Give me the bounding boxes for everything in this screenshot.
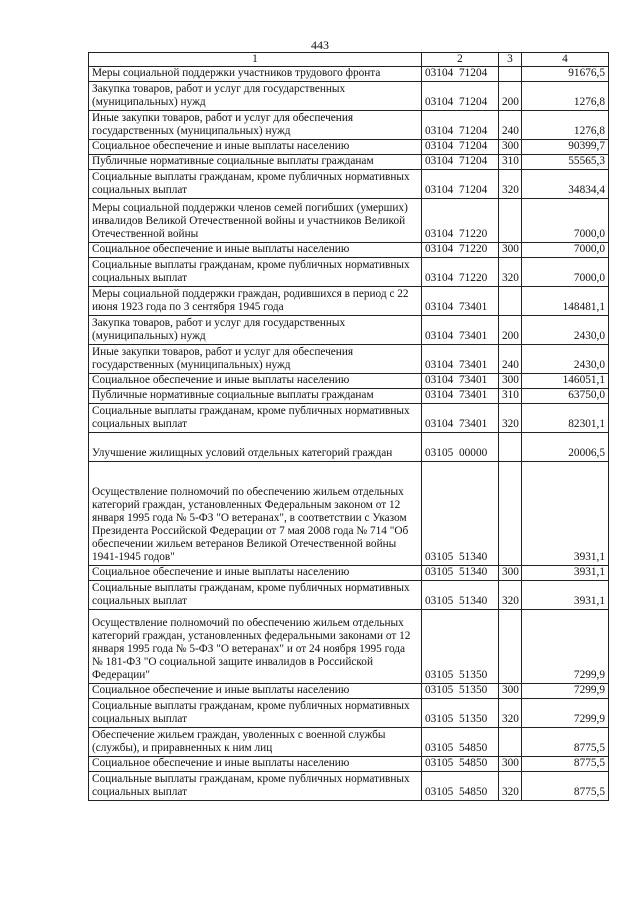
row-amount: 7299,9 xyxy=(522,698,609,727)
row-name: Социальные выплаты гражданам, кроме публичных нормативных социальных выплат xyxy=(89,257,422,286)
row-amount: 63750,0 xyxy=(522,388,609,403)
table-row xyxy=(89,432,609,461)
row-code-section: 03104 xyxy=(425,154,454,167)
row-name: Закупка товаров, работ и услуг для государственных (муниципальных) нужд xyxy=(89,315,422,344)
table-row xyxy=(89,344,609,373)
row-expense-type xyxy=(499,432,522,461)
row-code xyxy=(422,139,499,154)
row-code-section: 03104 xyxy=(425,183,454,196)
row-amount: 34834,4 xyxy=(522,169,609,198)
row-code-section: 03105 xyxy=(425,785,454,798)
row-name: Социальное обеспечение и иные выплаты населению xyxy=(89,756,422,771)
row-code-item: 51350 xyxy=(459,668,488,681)
row-code-section: 03105 xyxy=(425,756,454,769)
row-name: Социальное обеспечение и иные выплаты населению xyxy=(89,139,422,154)
row-code-section: 03105 xyxy=(425,668,454,681)
row-name: Социальное обеспечение и иные выплаты населению xyxy=(89,565,422,580)
row-name: Публичные нормативные социальные выплаты гражданам xyxy=(89,154,422,169)
row-code-section: 03105 xyxy=(425,741,454,754)
row-amount: 3931,1 xyxy=(522,565,609,580)
row-amount: 146051,1 xyxy=(522,373,609,388)
row-name: Социальное обеспечение и иные выплаты населению xyxy=(89,683,422,698)
row-code-item: 54850 xyxy=(459,756,488,769)
row-code-item: 71220 xyxy=(459,271,488,284)
row-name: Социальные выплаты гражданам, кроме публичных нормативных социальных выплат xyxy=(89,580,422,609)
row-code-item: 71204 xyxy=(459,96,488,108)
table-row xyxy=(89,771,609,800)
row-code xyxy=(422,315,499,344)
budget-table xyxy=(88,52,609,801)
row-code-item: 71204 xyxy=(459,154,488,167)
row-expense-type: 320 xyxy=(499,771,522,800)
row-code xyxy=(422,609,499,683)
table-row xyxy=(89,461,609,565)
column-header-name: 1 xyxy=(89,53,422,67)
row-code-item: 73401 xyxy=(459,329,488,342)
row-code-section: 03104 xyxy=(425,417,454,430)
row-amount: 2430,0 xyxy=(522,315,609,344)
row-code xyxy=(422,683,499,698)
row-expense-type xyxy=(499,67,522,82)
row-code xyxy=(422,727,499,756)
row-code-section: 03104 xyxy=(425,96,454,108)
row-expense-type: 300 xyxy=(499,683,522,698)
row-amount: 8775,5 xyxy=(522,727,609,756)
row-code-item: 71220 xyxy=(459,242,488,255)
row-code xyxy=(422,286,499,315)
row-name: Иные закупки товаров, работ и услуг для обеспечения государственных (муниципальных) нужд xyxy=(89,344,422,373)
table-row xyxy=(89,198,609,242)
row-expense-type xyxy=(499,286,522,315)
row-name: Иные закупки товаров, работ и услуг для обеспечения государственных (муниципальных) нужд xyxy=(89,110,422,139)
row-code-item: 51340 xyxy=(459,550,488,563)
table-row xyxy=(89,242,609,257)
column-header-expense-type: 3 xyxy=(499,53,522,67)
table-row xyxy=(89,609,609,683)
row-code-section: 03104 xyxy=(425,388,454,401)
row-code xyxy=(422,154,499,169)
row-name: Социальные выплаты гражданам, кроме публичных нормативных социальных выплат xyxy=(89,698,422,727)
row-name: Меры социальной поддержки членов семей погибших (умерших) инвалидов Великой Отечественной войны и участников Великой Отечественной войны xyxy=(89,198,422,242)
row-amount: 82301,1 xyxy=(522,403,609,432)
row-code xyxy=(422,698,499,727)
row-expense-type xyxy=(499,609,522,683)
row-name: Социальное обеспечение и иные выплаты населению xyxy=(89,242,422,257)
row-amount: 7299,9 xyxy=(522,609,609,683)
row-code xyxy=(422,756,499,771)
row-code-section: 03104 xyxy=(425,227,454,240)
row-amount: 20006,5 xyxy=(522,432,609,461)
row-name: Социальные выплаты гражданам, кроме публичных нормативных социальных выплат xyxy=(89,403,422,432)
row-amount: 8775,5 xyxy=(522,756,609,771)
row-code xyxy=(422,81,499,110)
row-code-section: 03104 xyxy=(425,271,454,284)
row-name: Осуществление полномочий по обеспечению жильем отдельных категорий граждан, установленных Федеральным законом от 12 января 1995 года № 5-ФЗ "О ветеранах", в соответствии с Указом Президента Российской Федерации от 7 мая 2008 года № 714 "Об обеспечении жильем ветеранов Великой Отечественной войны 1941-1945 годов" xyxy=(89,461,422,565)
table-row xyxy=(89,388,609,403)
row-code-item: 00000 xyxy=(459,446,488,459)
row-expense-type: 300 xyxy=(499,756,522,771)
row-code xyxy=(422,198,499,242)
row-amount: 55565,3 xyxy=(522,154,609,169)
row-expense-type: 310 xyxy=(499,154,522,169)
table-row xyxy=(89,683,609,698)
row-code-section: 03105 xyxy=(425,683,454,696)
row-code xyxy=(422,169,499,198)
row-code-item: 51350 xyxy=(459,683,488,696)
row-code-section: 03104 xyxy=(425,358,454,371)
row-code-section: 03105 xyxy=(425,712,454,725)
row-expense-type: 300 xyxy=(499,565,522,580)
row-name: Осуществление полномочий по обеспечению жильем отдельных категорий граждан, установленных федеральными законами от 12 января 1995 года № 5-ФЗ "О ветеранах" и от 24 ноября 1995 года № 181-ФЗ "О социальной защите инвалидов в Российской Федерации" xyxy=(89,609,422,683)
row-code xyxy=(422,565,499,580)
table-row xyxy=(89,565,609,580)
row-code-section: 03104 xyxy=(425,139,454,152)
row-expense-type: 320 xyxy=(499,403,522,432)
table-row xyxy=(89,81,609,110)
row-code-item: 73401 xyxy=(459,417,488,430)
row-code-item: 71204 xyxy=(459,139,488,152)
table-row xyxy=(89,756,609,771)
row-expense-type: 320 xyxy=(499,169,522,198)
row-code xyxy=(422,110,499,139)
row-amount: 3931,1 xyxy=(522,461,609,565)
row-code xyxy=(422,257,499,286)
table-row xyxy=(89,727,609,756)
table-row xyxy=(89,67,609,82)
table-row xyxy=(89,169,609,198)
row-expense-type: 240 xyxy=(499,110,522,139)
row-amount: 8775,5 xyxy=(522,771,609,800)
row-code xyxy=(422,771,499,800)
row-amount: 91676,5 xyxy=(522,67,609,82)
row-code-item: 51350 xyxy=(459,712,488,725)
table-row xyxy=(89,257,609,286)
row-code xyxy=(422,580,499,609)
row-name: Публичные нормативные социальные выплаты гражданам xyxy=(89,388,422,403)
column-header-code: 2 xyxy=(422,53,499,67)
row-expense-type: 200 xyxy=(499,81,522,110)
row-amount: 1276,8 xyxy=(522,110,609,139)
header-row xyxy=(89,53,609,67)
row-amount: 3931,1 xyxy=(522,580,609,609)
row-code xyxy=(422,432,499,461)
row-code xyxy=(422,403,499,432)
row-code xyxy=(422,461,499,565)
table-row xyxy=(89,580,609,609)
row-code-item: 71204 xyxy=(459,125,488,137)
row-code xyxy=(422,373,499,388)
row-code-section: 03104 xyxy=(425,329,454,342)
row-code-section: 03104 xyxy=(425,67,454,79)
row-expense-type: 300 xyxy=(499,242,522,257)
row-code-item: 73401 xyxy=(459,388,488,401)
table-row xyxy=(89,698,609,727)
row-expense-type: 320 xyxy=(499,698,522,727)
row-code-section: 03105 xyxy=(425,446,454,459)
row-code-section: 03104 xyxy=(425,242,454,255)
column-header-amount: 4 xyxy=(522,53,609,67)
row-code xyxy=(422,388,499,403)
row-amount: 7000,0 xyxy=(522,198,609,242)
row-expense-type: 310 xyxy=(499,388,522,403)
row-name: Меры социальной поддержки участников трудового фронта xyxy=(89,67,422,82)
row-code-item: 71204 xyxy=(459,67,488,79)
row-expense-type: 320 xyxy=(499,257,522,286)
row-code-item: 71204 xyxy=(459,183,488,196)
row-expense-type: 240 xyxy=(499,344,522,373)
table-row xyxy=(89,139,609,154)
row-code-item: 51340 xyxy=(459,565,488,578)
row-expense-type: 300 xyxy=(499,373,522,388)
row-code-item: 54850 xyxy=(459,785,488,798)
row-name: Улучшение жилищных условий отдельных категорий граждан xyxy=(89,432,422,461)
row-name: Социальные выплаты гражданам, кроме публичных нормативных социальных выплат xyxy=(89,771,422,800)
row-name: Меры социальной поддержки граждан, родившихся в период с 22 июня 1923 года по 3 сентября 1945 года xyxy=(89,286,422,315)
row-code xyxy=(422,67,499,82)
table-row xyxy=(89,110,609,139)
row-code-section: 03105 xyxy=(425,565,454,578)
row-code xyxy=(422,344,499,373)
row-code-section: 03104 xyxy=(425,300,454,313)
page-number: 443 xyxy=(311,38,329,52)
row-code-section: 03105 xyxy=(425,550,454,563)
table-row xyxy=(89,403,609,432)
row-code-item: 73401 xyxy=(459,300,488,313)
row-amount: 148481,1 xyxy=(522,286,609,315)
row-expense-type xyxy=(499,727,522,756)
row-code-section: 03104 xyxy=(425,373,454,386)
row-expense-type: 320 xyxy=(499,580,522,609)
row-name: Закупка товаров, работ и услуг для государственных (муниципальных) нужд xyxy=(89,81,422,110)
row-amount: 7000,0 xyxy=(522,257,609,286)
row-amount: 2430,0 xyxy=(522,344,609,373)
row-amount: 7000,0 xyxy=(522,242,609,257)
row-expense-type: 300 xyxy=(499,139,522,154)
row-amount: 7299,9 xyxy=(522,683,609,698)
row-code-section: 03105 xyxy=(425,594,454,607)
row-amount: 90399,7 xyxy=(522,139,609,154)
row-code-section: 03104 xyxy=(425,125,454,137)
row-code-item: 71220 xyxy=(459,227,488,240)
row-code-item: 73401 xyxy=(459,373,488,386)
row-amount: 1276,8 xyxy=(522,81,609,110)
row-expense-type xyxy=(499,461,522,565)
row-name: Обеспечение жильем граждан, уволенных с военной службы (службы), и приравненных к ним лиц xyxy=(89,727,422,756)
row-code-item: 73401 xyxy=(459,358,488,371)
row-code xyxy=(422,242,499,257)
row-code-item: 51340 xyxy=(459,594,488,607)
row-expense-type: 200 xyxy=(499,315,522,344)
table-row xyxy=(89,286,609,315)
table-row xyxy=(89,373,609,388)
table-row xyxy=(89,154,609,169)
row-name: Социальное обеспечение и иные выплаты населению xyxy=(89,373,422,388)
table-row xyxy=(89,315,609,344)
row-expense-type xyxy=(499,198,522,242)
row-name: Социальные выплаты гражданам, кроме публичных нормативных социальных выплат xyxy=(89,169,422,198)
row-code-item: 54850 xyxy=(459,741,488,754)
